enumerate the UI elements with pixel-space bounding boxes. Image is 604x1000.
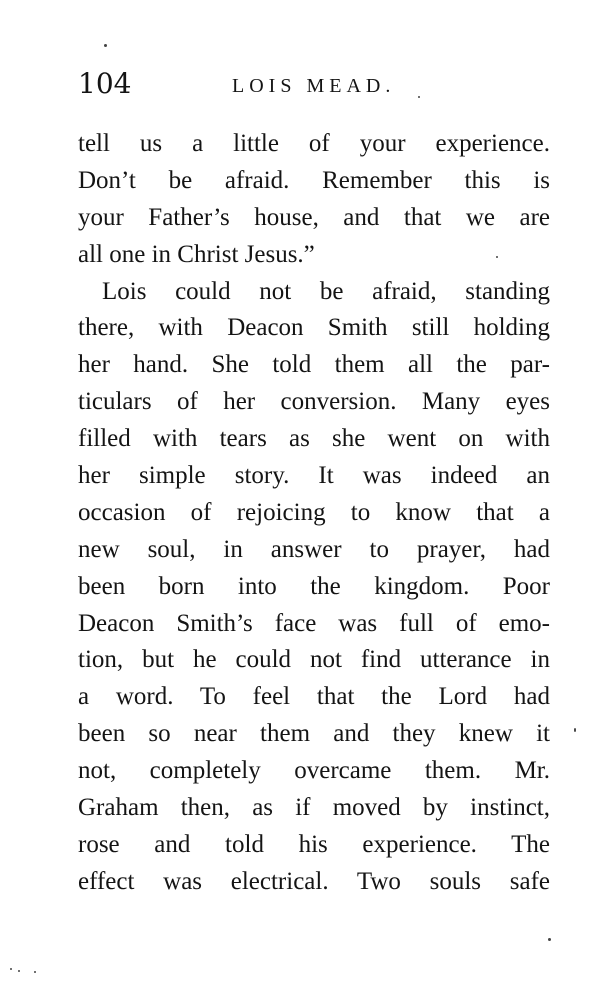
- text-line: been born into the kingdom. Poor: [78, 572, 550, 600]
- text-line: her hand. She told them all the par-: [78, 351, 550, 379]
- text-line: all one in Christ Jesus.”: [78, 240, 315, 268]
- text-line: rose and told his experience. The: [78, 830, 550, 858]
- print-speck: [104, 44, 107, 47]
- text-line: new soul, in answer to prayer, had: [78, 535, 550, 563]
- running-title: LOIS MEAD.: [232, 75, 396, 97]
- text-line: ticulars of her conversion. Many eyes: [78, 388, 550, 416]
- text-line: Graham then, as if moved by instinct,: [78, 794, 550, 822]
- text-line: her simple story. It was indeed an: [78, 462, 550, 490]
- text-line: Lois could not be afraid, standing: [102, 277, 550, 305]
- text-line: tell us a little of your experience.: [78, 130, 550, 157]
- text-line: been so near them and they knew it: [78, 720, 550, 748]
- text-line: a word. To feel that the Lord had: [78, 683, 550, 711]
- print-speck: [418, 96, 420, 98]
- body-text: [78, 126, 550, 901]
- text-line: not, completely overcame them. Mr.: [78, 757, 550, 785]
- text-line: effect was electrical. Two souls safe: [78, 867, 550, 895]
- text-line: your Father’s house, and that we are: [78, 203, 550, 231]
- print-speck: [496, 256, 498, 258]
- text-line: Deacon Smith’s face was full of emo-: [78, 609, 550, 637]
- text-line: occasion of rejoicing to know that a: [78, 498, 550, 526]
- print-speck: [34, 971, 36, 973]
- text-line: there, with Deacon Smith still holding: [78, 314, 550, 342]
- text-line: Don’t be afraid. Remember this is: [78, 166, 550, 194]
- text-line: filled with tears as she went on with: [78, 425, 550, 453]
- page-header: [78, 66, 548, 106]
- print-speck: [548, 938, 551, 941]
- text-line: tion, but he could not find utterance in: [78, 646, 550, 674]
- page-number: 104: [78, 67, 132, 100]
- print-speck: [18, 970, 20, 972]
- print-speck: [574, 728, 576, 732]
- print-speck: [10, 968, 12, 970]
